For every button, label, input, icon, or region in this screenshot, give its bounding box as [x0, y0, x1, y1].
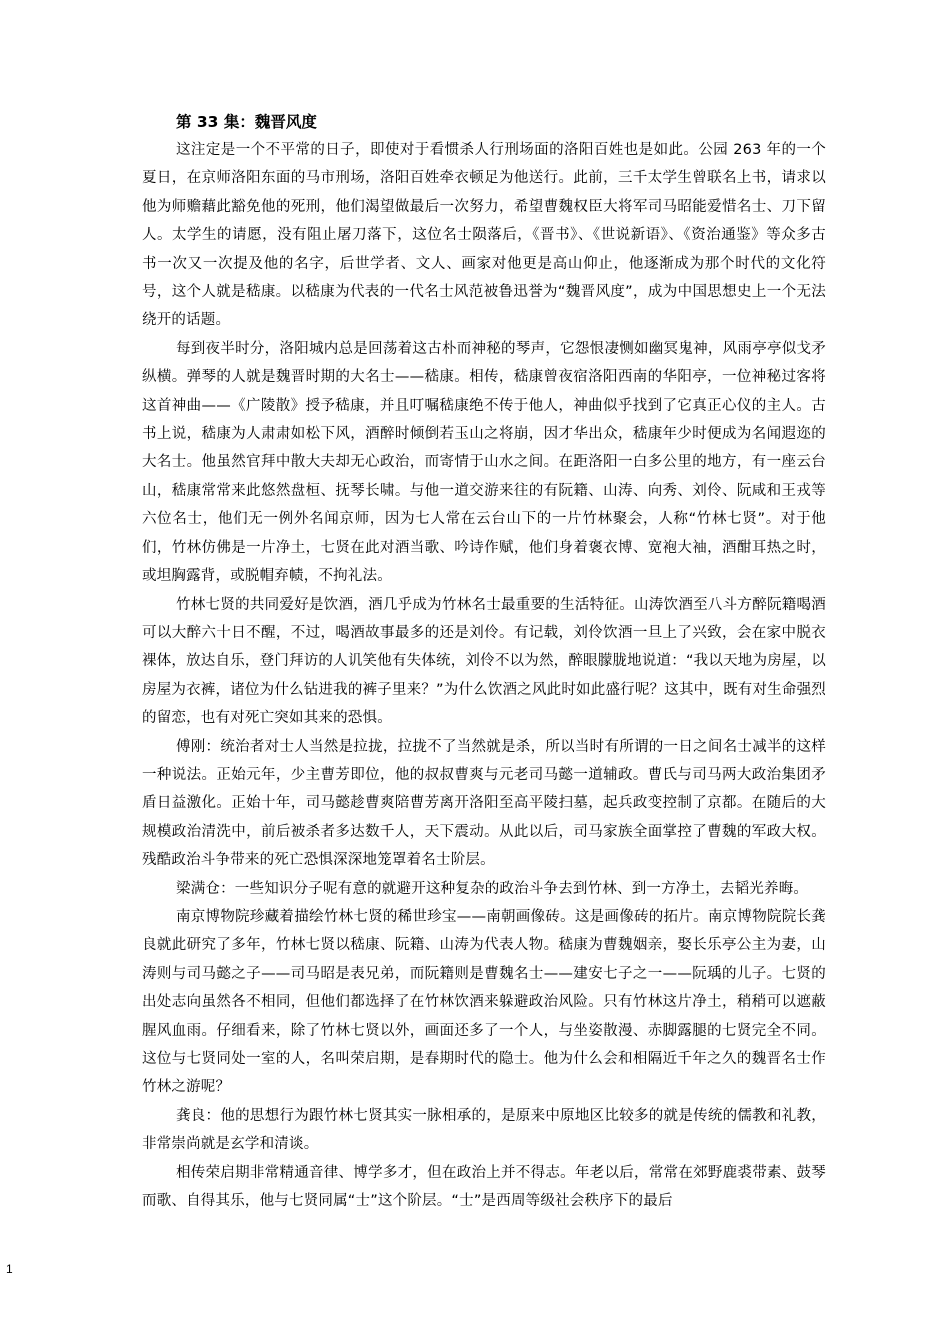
paragraph: 相传荣启期非常精通音律、博学多才，但在政治上并不得志。年老以后，常常在郊野鹿裘带素、鼓琴而歌、自得其乐，他与七贤同属“士”这个阶层。“士”是西周等级社会秩序下的最后: [142, 1164, 826, 1210]
page-number: 1: [6, 1262, 13, 1276]
paragraph: 这注定是一个不平常的日子，即使对于看惯杀人行刑场面的洛阳百姓也是如此。公园 263 年的一个夏日，在京师洛阳东面的马市刑场，洛阳百姓牵衣顿足为他送行。此前，三千太学生曾联名上书，请求以他为师赡藉此豁免他的死刑，他们渴望做最后一次努力，希望曹魏权臣大将军司马昭能爱惜名士、刀下留人。太学生的请愿，没有阻止屠刀落下，这位名士陨落后，《晋书》、《世说新语》、《资治通鉴》等众多古书一次又一次提及他的名字，后世学者、文人、画家对他更是高山仰止，他逐渐成为那个时代的文化符号，这个人就是嵇康。以嵇康为代表的一代名士风范被鲁迅誉为“魏晋风度”，成为中国思想史上一个无法绕开的话题。: [142, 142, 826, 329]
paragraph: 龚良：他的思想行为跟竹林七贤其实一脉相承的，是原来中原地区比较多的就是传统的儒教和礼教，非常崇尚就是玄学和清谈。: [142, 1107, 826, 1153]
paragraph: 梁满仓：一些知识分子呢有意的就避开这种复杂的政治斗争去到竹林、到一方净土，去韬光养晦。: [176, 880, 809, 897]
document-title: 第 33 集：魏晋风度: [176, 113, 317, 131]
paragraph: 南京博物院珍藏着描绘竹林七贤的稀世珍宝——南朝画像砖。这是画像砖的拓片。南京博物院院长龚良就此研究了多年，竹林七贤以嵇康、阮籍、山涛为代表人物。嵇康为曹魏姻亲，娶长乐亭公主为妻，山涛则与司马懿之子——司马昭是表兄弟，而阮籍则是曹魏名士——建安七子之一——阮瑀的儿子。七贤的出处志向虽然各不相同，但他们都选择了在竹林饮酒来躲避政治风险。只有竹林这片净土，稍稍可以遮蔽腥风血雨。仔细看来，除了竹林七贤以外，画面还多了一个人，与坐姿散漫、赤脚露腿的七贤完全不同。这位与七贤同处一室的人，名叫荣启期，是春期时代的隐士。他为什么会和相隔近千年之久的魏晋名士作竹林之游呢？: [142, 908, 826, 1096]
document-page: [142, 108, 826, 1215]
paragraph: 每到夜半时分，洛阳城内总是回荡着这古朴而神秘的琴声，它怨恨凄恻如幽冥鬼神，风雨亭亭似戈矛纵横。弹琴的人就是魏晋时期的大名士——嵇康。相传，嵇康曾夜宿洛阳西南的华阳亭，一位神秘过客将这首神曲——《广陵散》授予嵇康，并且叮嘱嵇康绝不传于他人，神曲似乎找到了它真正心仪的主人。古书上说，嵇康为人肃肃如松下风，酒醉时倾倒若玉山之将崩，因才华出众，嵇康年少时便成为名闻遐迩的大名士。他虽然官拜中散大夫却无心政治，而寄情于山水之间。在距洛阳一白多公里的地方，有一座云台山，嵇康常常来此悠然盘桓、抚琴长啸。与他一道交游来往的有阮籍、山涛、向秀、刘伶、阮咸和王戎等六位名士，他们无一例外名闻京师，因为七人常在云台山下的一片竹林聚会，人称“竹林七贤”。对于他们，竹林仿佛是一片净土，七贤在此对酒当歌、吟诗作赋，他们身着褒衣博、宽袍大袖，酒酣耳热之时，或坦胸露背，或脱帽弃帻，不拘礼法。: [142, 340, 826, 585]
paragraph: 傅刚：统治者对士人当然是拉拢，拉拢不了当然就是杀，所以当时有所谓的一日之间名士减半的这样一种说法。正始元年，少主曹芳即位，他的叔叔曹爽与元老司马懿一道辅政。曹氏与司马两大政治集团矛盾日益激化。正始十年，司马懿趁曹爽陪曹芳离开洛阳至高平陵扫墓，起兵政变控制了京都。在随后的大规模政治清洗中，前后被杀者多达数千人，天下震动。从此以后，司马家族全面掌控了曹魏的军政大权。残酷政治斗争带来的死亡恐惧深深地笼罩着名士阶层。: [142, 738, 826, 869]
paragraph: 竹林七贤的共同爱好是饮酒，酒几乎成为竹林名士最重要的生活特征。山涛饮酒至八斗方醉阮籍喝酒可以大醉六十日不醒，不过，喝酒故事最多的还是刘伶。有记载，刘伶饮酒一旦上了兴致，会在家中脱衣裸体，放达自乐，登门拜访的人讥笑他有失体统，刘伶不以为然，醉眼朦胧地说道：“我以天地为房屋，以房屋为衣裤，诸位为什么钻进我的裤子里来？”为什么饮酒之风此时如此盛行呢？这其中，既有对生命强烈的留恋，也有对死亡突如其来的恐惧。: [142, 596, 826, 727]
